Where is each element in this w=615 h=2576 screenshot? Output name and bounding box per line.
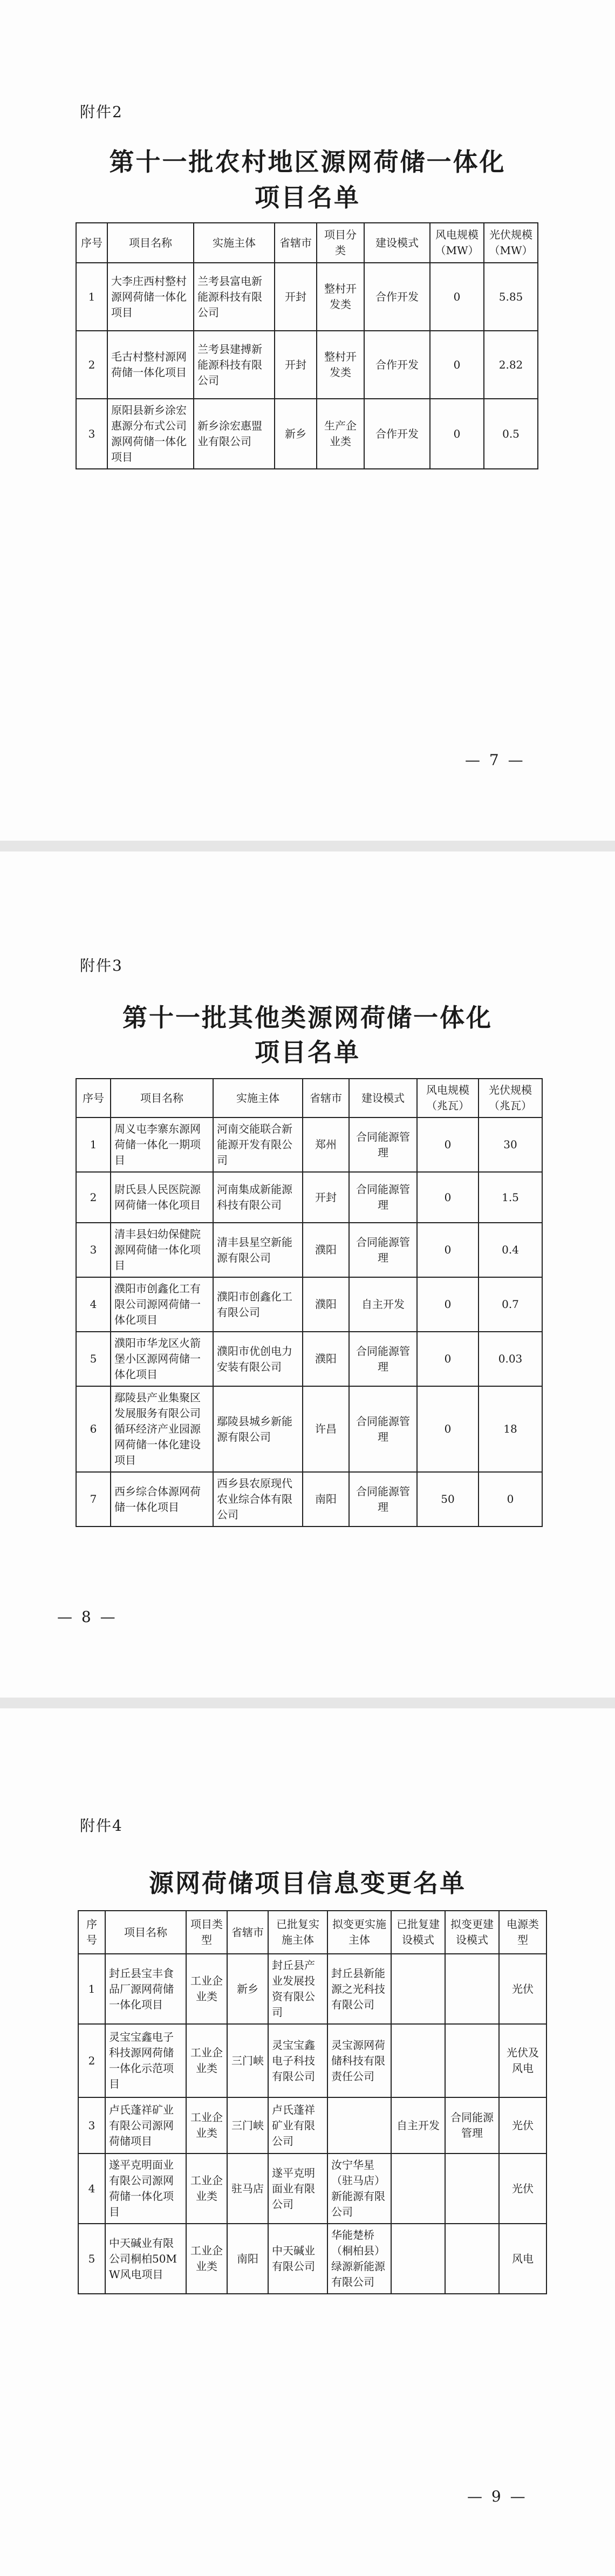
table-cell: 0 bbox=[417, 1172, 479, 1223]
header-cell: 项目分类 bbox=[317, 223, 364, 263]
header-cell: 建设模式 bbox=[349, 1079, 417, 1117]
table-cell: 灵宝源网荷储科技有限责任公司 bbox=[327, 2024, 391, 2097]
table-cell: 2 bbox=[76, 331, 107, 399]
table-cell: 濮阳市优创电力安装有限公司 bbox=[213, 1332, 303, 1386]
page-number: — 7 — bbox=[465, 751, 525, 769]
table-cell: 光伏 bbox=[499, 2097, 546, 2154]
table-row bbox=[76, 399, 538, 469]
table-row bbox=[76, 1277, 542, 1332]
table-cell: 2.82 bbox=[484, 331, 538, 399]
table-cell: 整村开发类 bbox=[317, 331, 364, 399]
table-cell: 卢氏蓬祥矿业有限公司源网荷储项目 bbox=[105, 2097, 186, 2154]
header-cell: 序号 bbox=[76, 223, 107, 263]
table-cell: 2 bbox=[76, 1172, 111, 1223]
header-cell: 实施主体 bbox=[194, 223, 275, 263]
table-cell: 50 bbox=[417, 1472, 479, 1526]
page-attachment-3 bbox=[0, 851, 615, 1698]
table-cell: 开封 bbox=[303, 1172, 349, 1223]
table-header-row bbox=[76, 1079, 542, 1117]
table-cell: 5 bbox=[78, 2224, 105, 2294]
header-cell: 序号 bbox=[78, 1911, 105, 1954]
page-title-line1: 第十一批农村地区源网荷储一体化 bbox=[109, 147, 506, 176]
table-cell: 光伏 bbox=[499, 1954, 546, 2024]
change-table bbox=[78, 1910, 547, 2294]
table-cell: 合同能源管理 bbox=[349, 1172, 417, 1223]
table-cell: 濮阳市创鑫化工有限公司 bbox=[213, 1277, 303, 1332]
table-cell: 合同能源管理 bbox=[349, 1332, 417, 1386]
table-cell bbox=[391, 2024, 445, 2097]
table-row bbox=[76, 1332, 542, 1386]
table-cell: 合同能源管理 bbox=[349, 1117, 417, 1172]
table-cell: 驻马店 bbox=[227, 2154, 268, 2224]
table-cell: 0 bbox=[417, 1223, 479, 1277]
table-cell: 1 bbox=[78, 1954, 105, 2024]
header-cell: 序号 bbox=[76, 1079, 111, 1117]
table-header-row bbox=[76, 223, 538, 263]
page-gap bbox=[0, 1698, 615, 1708]
table-cell: 3 bbox=[76, 1223, 111, 1277]
table-cell: 鄢陵县城乡新能源有限公司 bbox=[213, 1386, 303, 1472]
table-cell bbox=[445, 1954, 499, 2024]
page-title-line2: 项目名单 bbox=[255, 1038, 360, 1067]
table-cell: 郑州 bbox=[303, 1117, 349, 1172]
table-cell: 周义屯李寨东源网荷储一体化一期项目 bbox=[111, 1117, 213, 1172]
table-cell: 自主开发 bbox=[349, 1277, 417, 1332]
table-cell: 4 bbox=[76, 1277, 111, 1332]
table-cell: 0 bbox=[479, 1472, 542, 1526]
table-row bbox=[76, 1386, 542, 1472]
table-cell: 工业企业类 bbox=[186, 2154, 227, 2224]
attachment-label: 附件4 bbox=[80, 1817, 123, 1835]
table-cell: 灵宝宝鑫电子科技源网荷储一体化示范项目 bbox=[105, 2024, 186, 2097]
table-cell: 华能楚桥（桐柏县）绿源新能源有限公司 bbox=[327, 2224, 391, 2294]
table-cell: 1 bbox=[76, 1117, 111, 1172]
header-cell: 实施主体 bbox=[213, 1079, 303, 1117]
table-cell: 封丘县新能源之光科技有限公司 bbox=[327, 1954, 391, 2024]
header-cell: 建设模式 bbox=[364, 223, 430, 263]
page-title-line2: 项目名单 bbox=[255, 183, 360, 212]
table-cell: 0 bbox=[417, 1386, 479, 1472]
table-row bbox=[76, 1223, 542, 1277]
table-row bbox=[78, 2224, 546, 2294]
header-cell: 项目名称 bbox=[105, 1911, 186, 1954]
table-cell: 汝宁华星（驻马店）新能源有限公司 bbox=[327, 2154, 391, 2224]
table-cell: 30 bbox=[479, 1117, 542, 1172]
project-table bbox=[76, 1078, 543, 1527]
table-cell: 4 bbox=[78, 2154, 105, 2224]
header-cell: 省辖市 bbox=[227, 1911, 268, 1954]
table-cell: 中天碱业有限公司桐柏50MW风电项目 bbox=[105, 2224, 186, 2294]
table-cell: 南阳 bbox=[303, 1472, 349, 1526]
table-cell: 0 bbox=[430, 331, 484, 399]
table-cell: 0 bbox=[417, 1117, 479, 1172]
attachment-label: 附件3 bbox=[80, 957, 123, 974]
table-cell: 合作开发 bbox=[364, 399, 430, 469]
page-title: 源网荷储项目信息变更名单 bbox=[149, 1869, 466, 1898]
table-cell bbox=[445, 2224, 499, 2294]
table-cell bbox=[445, 2024, 499, 2097]
table-cell: 6 bbox=[76, 1386, 111, 1472]
table-cell: 风电 bbox=[499, 2224, 546, 2294]
table-cell: 工业企业类 bbox=[186, 2224, 227, 2294]
table-cell: 18 bbox=[479, 1386, 542, 1472]
table-cell: 西乡综合体源网荷储一体化项目 bbox=[111, 1472, 213, 1526]
table-row bbox=[78, 1954, 546, 2024]
header-cell: 已批复建设模式 bbox=[391, 1911, 445, 1954]
page-number: — 8 — bbox=[57, 1608, 118, 1626]
table-cell: 光伏 bbox=[499, 2154, 546, 2224]
table-cell: 新乡 bbox=[275, 399, 317, 469]
table-cell: 5.85 bbox=[484, 263, 538, 331]
header-cell: 电源类型 bbox=[499, 1911, 546, 1954]
page-gap bbox=[0, 841, 615, 851]
table-row bbox=[76, 1117, 542, 1172]
table-cell: 合同能源管理 bbox=[349, 1223, 417, 1277]
table-cell: 2 bbox=[78, 2024, 105, 2097]
table-cell: 三门峡 bbox=[227, 2097, 268, 2154]
table-cell: 开封 bbox=[275, 263, 317, 331]
table-cell bbox=[391, 2154, 445, 2224]
header-cell: 风电规模（兆瓦） bbox=[417, 1079, 479, 1117]
table-cell bbox=[327, 2097, 391, 2154]
table-cell: 5 bbox=[76, 1332, 111, 1386]
table-cell: 0 bbox=[417, 1332, 479, 1386]
table-cell: 3 bbox=[78, 2097, 105, 2154]
table-row bbox=[78, 2024, 546, 2097]
table-cell: 工业企业类 bbox=[186, 2097, 227, 2154]
table-cell: 光伏及风电 bbox=[499, 2024, 546, 2097]
table-cell: 合作开发 bbox=[364, 331, 430, 399]
table-cell: 濮阳 bbox=[303, 1223, 349, 1277]
table-cell: 卢氏蓬祥矿业有限公司 bbox=[268, 2097, 327, 2154]
table-row bbox=[76, 331, 538, 399]
table-cell: 合作开发 bbox=[364, 263, 430, 331]
header-cell: 光伏规模（MW） bbox=[484, 223, 538, 263]
header-cell: 拟变更实施主体 bbox=[327, 1911, 391, 1954]
table-cell: 合同能源管理 bbox=[349, 1472, 417, 1526]
table-row bbox=[78, 2154, 546, 2224]
table-cell: 1 bbox=[76, 263, 107, 331]
table-cell: 濮阳 bbox=[303, 1277, 349, 1332]
header-cell: 拟变更建设模式 bbox=[445, 1911, 499, 1954]
header-cell: 省辖市 bbox=[275, 223, 317, 263]
table-cell: 遂平克明面业有限公司源网荷储一体化项目 bbox=[105, 2154, 186, 2224]
table-cell: 工业企业类 bbox=[186, 1954, 227, 2024]
table-row bbox=[76, 1472, 542, 1526]
project-table bbox=[76, 222, 538, 469]
header-cell: 项目类型 bbox=[186, 1911, 227, 1954]
table-cell: 鄢陵县产业集聚区发展服务有限公司循环经济产业园源网荷储一体化建设项目 bbox=[111, 1386, 213, 1472]
table-row bbox=[78, 2097, 546, 2154]
table-cell bbox=[445, 2154, 499, 2224]
table-cell: 濮阳市华龙区火箭堡小区源网荷储一体化项目 bbox=[111, 1332, 213, 1386]
table-cell: 整村开发类 bbox=[317, 263, 364, 331]
header-cell: 项目名称 bbox=[107, 223, 194, 263]
table-cell: 3 bbox=[76, 399, 107, 469]
table-cell: 0.4 bbox=[479, 1223, 542, 1277]
table-cell: 合同能源管理 bbox=[445, 2097, 499, 2154]
table-cell: 合同能源管理 bbox=[349, 1386, 417, 1472]
table-cell: 西乡县农原现代农业综合体有限公司 bbox=[213, 1472, 303, 1526]
table-cell: 0 bbox=[430, 399, 484, 469]
header-cell: 光伏规模（兆瓦） bbox=[479, 1079, 542, 1117]
table-cell: 毛古村整村源网荷储一体化项目 bbox=[107, 331, 194, 399]
table-cell: 生产企业类 bbox=[317, 399, 364, 469]
header-cell: 省辖市 bbox=[303, 1079, 349, 1117]
table-cell: 清丰县星空新能源有限公司 bbox=[213, 1223, 303, 1277]
table-cell: 尉氏县人民医院源网荷储一体化项目 bbox=[111, 1172, 213, 1223]
table-row bbox=[76, 263, 538, 331]
table-cell: 濮阳 bbox=[303, 1332, 349, 1386]
table-cell: 南阳 bbox=[227, 2224, 268, 2294]
page-title-line1: 第十一批其他类源网荷储一体化 bbox=[122, 1003, 493, 1032]
table-cell: 兰考县建搏新能源科技有限公司 bbox=[194, 331, 275, 399]
table-cell bbox=[391, 2224, 445, 2294]
table-cell: 0 bbox=[417, 1277, 479, 1332]
table-cell: 三门峡 bbox=[227, 2024, 268, 2097]
header-cell: 风电规模（MW） bbox=[430, 223, 484, 263]
table-cell: 中天碱业有限公司 bbox=[268, 2224, 327, 2294]
page-number: — 9 — bbox=[467, 2488, 528, 2505]
table-cell: 新乡涂宏惠盟业有限公司 bbox=[194, 399, 275, 469]
table-row bbox=[76, 1172, 542, 1223]
table-cell: 新乡 bbox=[227, 1954, 268, 2024]
table-cell: 河南集成新能源科技有限公司 bbox=[213, 1172, 303, 1223]
attachment-label: 附件2 bbox=[80, 103, 123, 121]
table-cell: 0.5 bbox=[484, 399, 538, 469]
table-cell: 封丘县宝丰食品厂源网荷储一体化项目 bbox=[105, 1954, 186, 2024]
table-cell: 开封 bbox=[275, 331, 317, 399]
table-cell: 大李庄西村整村源网荷储一体化项目 bbox=[107, 263, 194, 331]
table-cell: 遂平克明面业有限公司 bbox=[268, 2154, 327, 2224]
table-cell: 7 bbox=[76, 1472, 111, 1526]
table-cell: 0.7 bbox=[479, 1277, 542, 1332]
table-cell: 濮阳市创鑫化工有限公司源网荷储一体化项目 bbox=[111, 1277, 213, 1332]
page-attachment-4 bbox=[0, 1708, 615, 2576]
table-cell: 河南交能联合新能源开发有限公司 bbox=[213, 1117, 303, 1172]
header-cell: 项目名称 bbox=[111, 1079, 213, 1117]
table-cell: 原阳县新乡涂宏惠源分布式公司源网荷储一体化项目 bbox=[107, 399, 194, 469]
table-cell: 许昌 bbox=[303, 1386, 349, 1472]
table-cell: 封丘县产业发展投资有限公司 bbox=[268, 1954, 327, 2024]
page-attachment-2 bbox=[0, 0, 615, 841]
table-cell: 0.03 bbox=[479, 1332, 542, 1386]
table-cell: 0 bbox=[430, 263, 484, 331]
table-cell: 兰考县富电新能源科技有限公司 bbox=[194, 263, 275, 331]
table-cell: 工业企业类 bbox=[186, 2024, 227, 2097]
table-cell: 清丰县妇幼保健院源网荷储一体化项目 bbox=[111, 1223, 213, 1277]
table-cell: 自主开发 bbox=[391, 2097, 445, 2154]
table-cell: 1.5 bbox=[479, 1172, 542, 1223]
table-cell: 灵宝宝鑫电子科技有限公司 bbox=[268, 2024, 327, 2097]
table-cell bbox=[391, 1954, 445, 2024]
header-cell: 已批复实施主体 bbox=[268, 1911, 327, 1954]
table-header-row bbox=[78, 1911, 546, 1954]
